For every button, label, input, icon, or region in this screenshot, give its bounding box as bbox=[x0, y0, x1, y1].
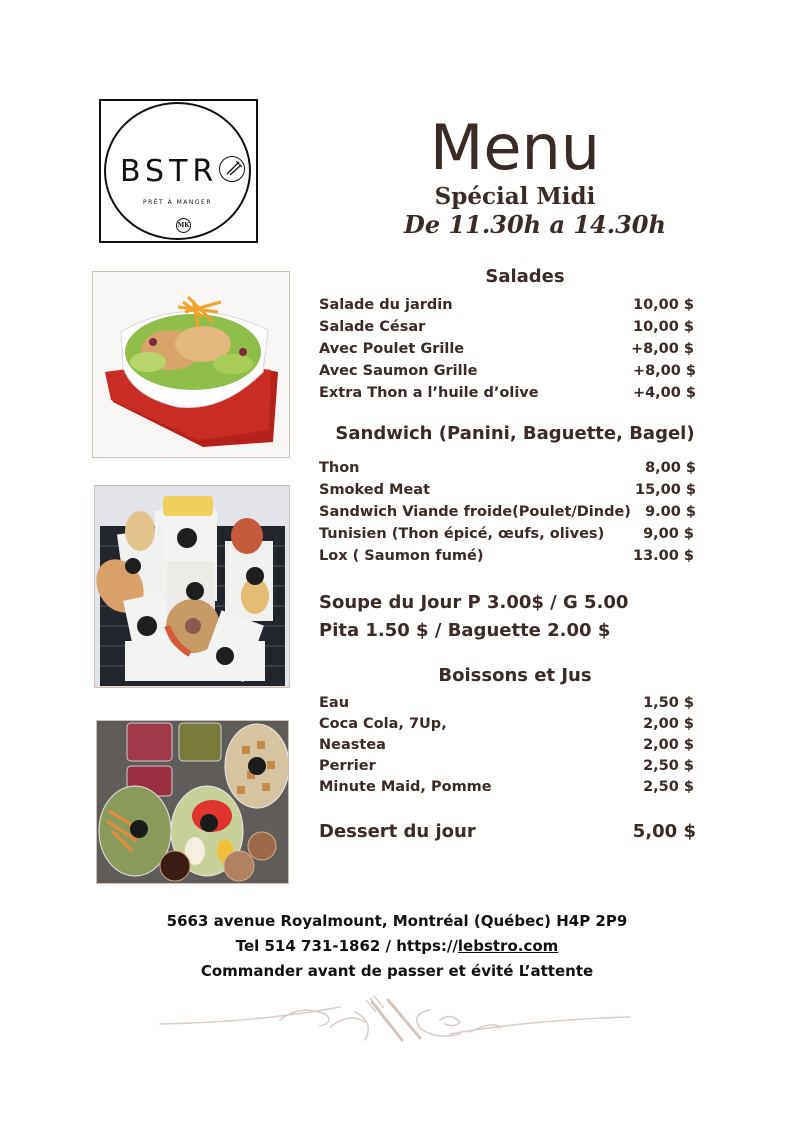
phone-and-url-prefix: Tel 514 731-1862 / https:// bbox=[235, 937, 458, 955]
item-price: 2,00 $ bbox=[643, 737, 694, 753]
service-hours: De 11.30h a 14.30h bbox=[404, 210, 666, 239]
menu-item bbox=[319, 460, 696, 482]
logo-tagline: PRÊT À MANGER bbox=[142, 199, 213, 206]
item-name: Avec Poulet Grille bbox=[319, 341, 465, 357]
item-price: 9.00 $ bbox=[645, 504, 696, 520]
item-name: Salade César bbox=[319, 319, 426, 335]
pain-prices: Pita 1.50 $ / Baguette 2.00 $ bbox=[319, 620, 611, 641]
item-price: 13.00 $ bbox=[632, 548, 694, 564]
item-price: 15,00 $ bbox=[634, 482, 696, 498]
salad-photo bbox=[92, 271, 290, 458]
menu-item bbox=[319, 363, 696, 385]
subtitle: Spécial Midi bbox=[434, 183, 596, 210]
sandwich-basket-photo bbox=[94, 485, 290, 688]
menu-item bbox=[319, 319, 696, 341]
item-name: Extra Thon a l’huile d’olive bbox=[319, 385, 539, 401]
plate-fork-icon bbox=[219, 156, 245, 182]
soupe-du-jour: Soupe du Jour P 3.00$ / G 5.00 bbox=[319, 592, 629, 613]
menu-item bbox=[319, 482, 696, 504]
salad-bowls-display-photo bbox=[96, 720, 289, 884]
menu-item bbox=[319, 526, 696, 548]
menu-item bbox=[319, 695, 696, 717]
menu-item bbox=[319, 716, 696, 738]
item-name: Tunisien (Thon épicé, œufs, olives) bbox=[319, 526, 605, 542]
contact-line bbox=[0, 937, 794, 955]
menu-item bbox=[319, 548, 696, 570]
dessert-name: Dessert du jour bbox=[319, 821, 476, 842]
dessert-price: 5,00 $ bbox=[632, 821, 696, 842]
item-price: 10,00 $ bbox=[632, 297, 694, 313]
item-name: Smoked Meat bbox=[319, 482, 431, 498]
page-title: Menu bbox=[429, 111, 601, 184]
menu-item bbox=[319, 737, 696, 759]
menu-item bbox=[319, 758, 696, 780]
bstro-logo bbox=[99, 99, 258, 243]
menu-item bbox=[319, 504, 696, 526]
item-name: Lox ( Saumon fumé) bbox=[319, 548, 484, 564]
section-title-salades: Salades bbox=[485, 266, 565, 287]
item-price: +8,00 $ bbox=[630, 341, 694, 357]
monogram-icon: MK bbox=[176, 218, 191, 233]
fork-knife-ornament-icon bbox=[150, 992, 640, 1047]
logo-brand-text: BSTR bbox=[120, 154, 219, 189]
item-price: 8,00 $ bbox=[645, 460, 696, 476]
item-price: +4,00 $ bbox=[632, 385, 696, 401]
section-title-sandwich: Sandwich (Panini, Baguette, Bagel) bbox=[335, 423, 695, 444]
item-price: 9,00 $ bbox=[643, 526, 694, 542]
item-name: Salade du jardin bbox=[319, 297, 453, 313]
item-price: 10,00 $ bbox=[632, 319, 694, 335]
item-price: 1,50 $ bbox=[643, 695, 694, 711]
menu-item bbox=[319, 779, 696, 801]
item-price: 2,50 $ bbox=[643, 758, 694, 774]
address: 5663 avenue Royalmount, Montréal (Québec) H4P 2P9 bbox=[166, 912, 628, 930]
item-name: Neastea bbox=[319, 737, 386, 753]
menu-item bbox=[319, 385, 696, 407]
menu-item bbox=[319, 297, 696, 319]
item-price: +8,00 $ bbox=[632, 363, 696, 379]
menu-item bbox=[319, 341, 696, 363]
item-price: 2,50 $ bbox=[643, 779, 694, 795]
item-name: Coca Cola, 7Up, bbox=[319, 716, 447, 732]
item-name: Avec Saumon Grille bbox=[319, 363, 478, 379]
item-name: Sandwich Viande froide(Poulet/Dinde) bbox=[319, 504, 631, 520]
logo-circle bbox=[104, 102, 251, 240]
item-price: 2,00 $ bbox=[643, 716, 694, 732]
order-notice: Commander avant de passer et évité L’attente bbox=[200, 962, 594, 980]
website-link[interactable]: lebstro.com bbox=[457, 937, 559, 955]
item-name: Minute Maid, Pomme bbox=[319, 779, 492, 795]
item-name: Eau bbox=[319, 695, 350, 711]
item-name: Perrier bbox=[319, 758, 376, 774]
section-title-boissons: Boissons et Jus bbox=[438, 665, 592, 686]
item-name: Thon bbox=[319, 460, 360, 476]
